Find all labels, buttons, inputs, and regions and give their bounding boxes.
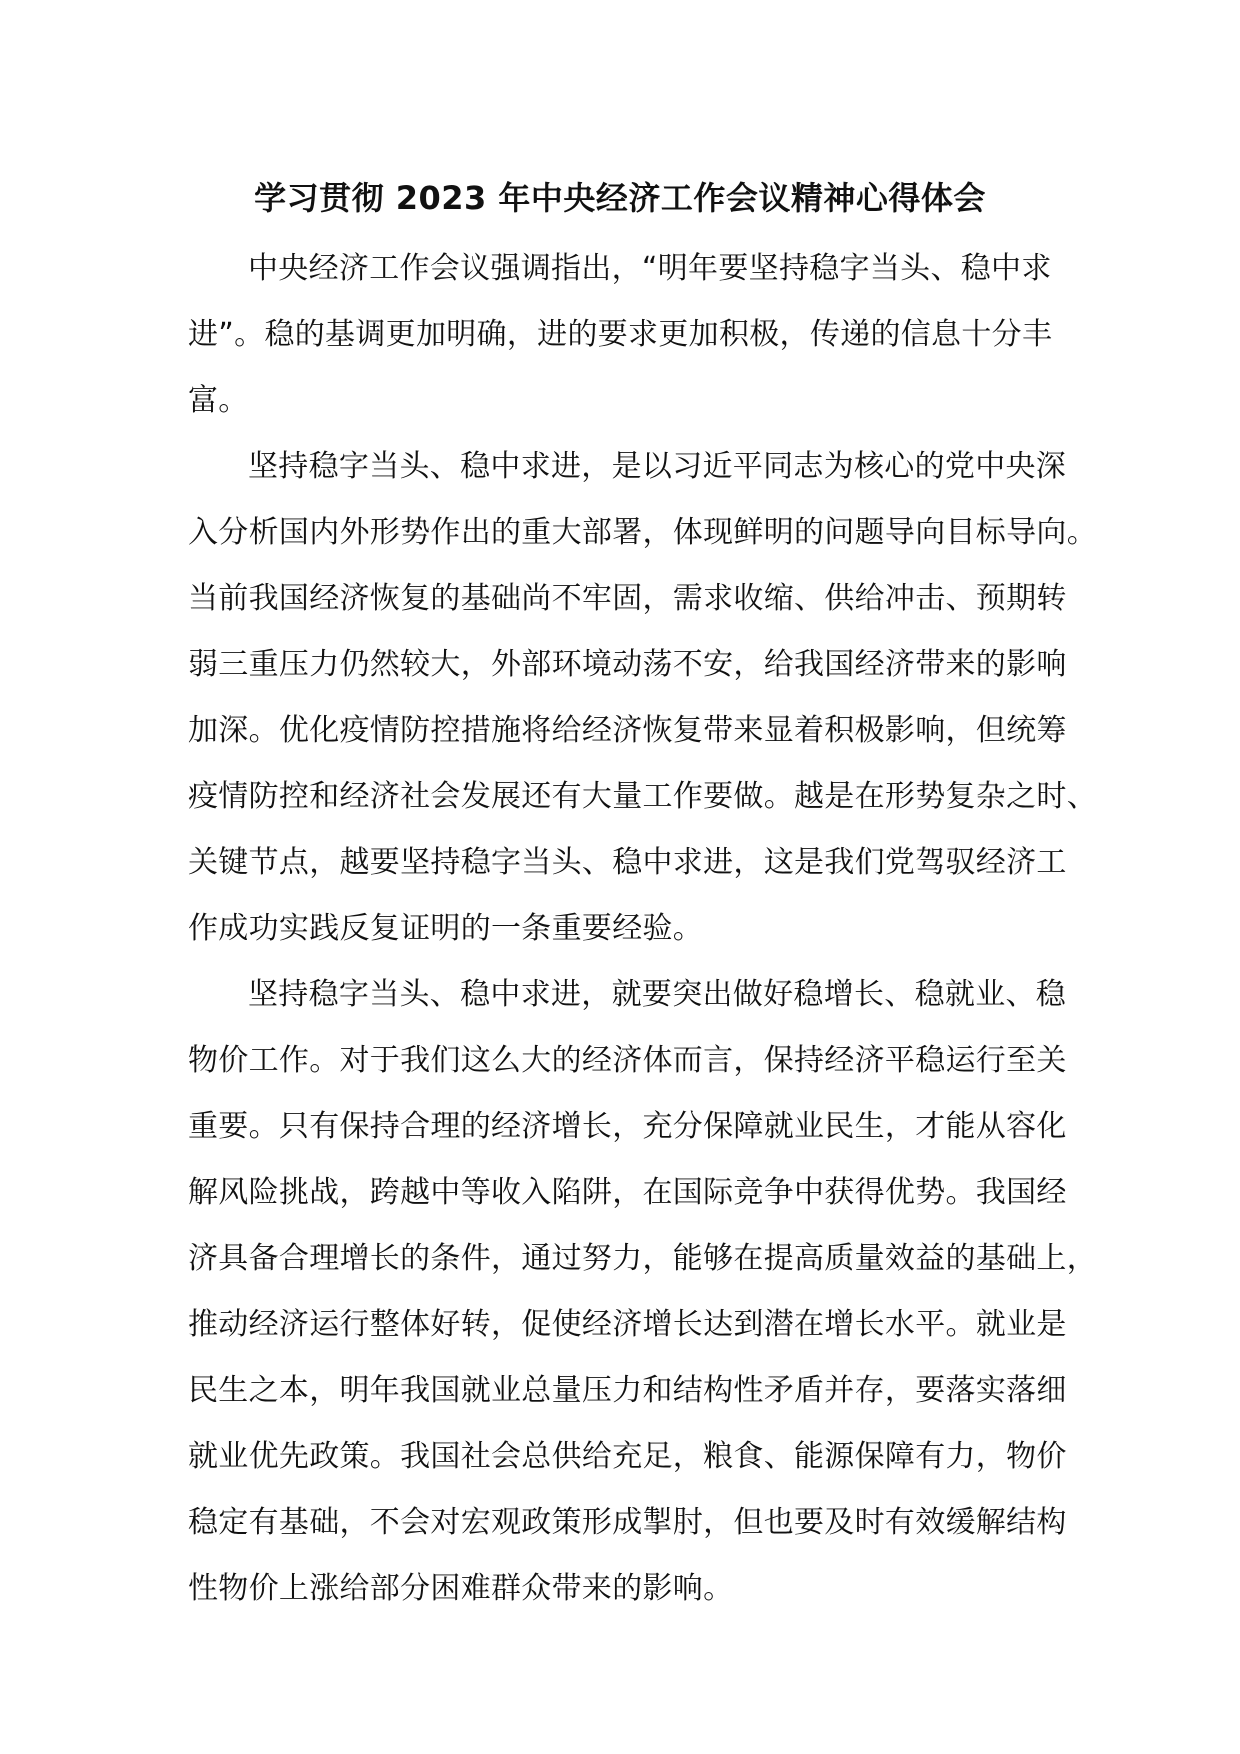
paragraph-line: 就业优先政策。我国社会总供给充足，粮食、能源保障有力，物价 — [188, 1439, 1067, 1474]
paragraph-line: 当前我国经济恢复的基础尚不牢固，需求收缩、供给冲击、预期转 — [188, 581, 1067, 616]
paragraph-line: 重要。只有保持合理的经济增长，充分保障就业民生，才能从容化 — [188, 1109, 1067, 1144]
paragraph-line: 入分析国内外形势作出的重大部署，体现鲜明的问题导向目标导向。 — [188, 515, 1097, 550]
paragraph-line: 解风险挑战，跨越中等收入陷阱，在国际竞争中获得优势。我国经 — [188, 1175, 1067, 1210]
paragraph-2 — [188, 434, 1097, 962]
paragraph-1 — [188, 236, 1088, 434]
paragraph-line: 民生之本，明年我国就业总量压力和结构性矛盾并存，要落实落细 — [188, 1373, 1067, 1408]
paragraph-3 — [188, 962, 1097, 1622]
paragraph-line: 济具备合理增长的条件，通过努力，能够在提高质量效益的基础上， — [188, 1241, 1097, 1276]
paragraph-line: 作成功实践反复证明的一条重要经验。 — [188, 911, 704, 946]
paragraph-line: 物价工作。对于我们这么大的经济体而言，保持经济平稳运行至关 — [188, 1043, 1067, 1078]
paragraph-line: 加深。优化疫情防控措施将给经济恢复带来显着积极影响，但统筹 — [188, 713, 1067, 748]
paragraph-line: 关键节点，越要坚持稳字当头、稳中求进，这是我们党驾驭经济工 — [188, 845, 1067, 880]
paragraph-line: 性物价上涨给部分困难群众带来的影响。 — [188, 1571, 734, 1606]
paragraph-line: 坚持稳字当头、稳中求进，就要突出做好稳增长、稳就业、稳 — [248, 977, 1067, 1012]
paragraph-line: 坚持稳字当头、稳中求进，是以习近平同志为核心的党中央深 — [248, 449, 1067, 484]
paragraph-line: 弱三重压力仍然较大，外部环境动荡不安，给我国经济带来的影响 — [188, 647, 1067, 682]
paragraph-line: 稳定有基础，不会对宏观政策形成掣肘，但也要及时有效缓解结构 — [188, 1505, 1067, 1540]
paragraph-line: 富。 — [188, 383, 249, 418]
paragraph-line: 推动经济运行整体好转，促使经济增长达到潜在增长水平。就业是 — [188, 1307, 1067, 1342]
document-body — [188, 236, 1097, 1622]
paragraph-line: 疫情防控和经济社会发展还有大量工作要做。越是在形势复杂之时、 — [188, 779, 1097, 814]
paragraph-line: 中央经济工作会议强调指出，“明年要坚持稳字当头、稳中求 — [248, 251, 1052, 286]
document-title: 学习贯彻 2023 年中央经济工作会议精神心得体会 — [254, 179, 986, 217]
paragraph-line: 进”。稳的基调更加明确，进的要求更加积极，传递的信息十分丰 — [188, 317, 1053, 352]
